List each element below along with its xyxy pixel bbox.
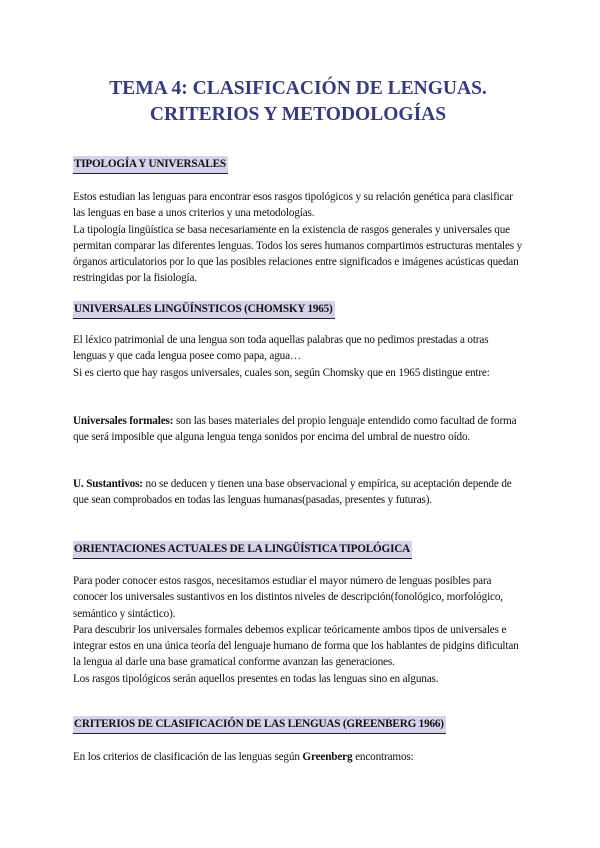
section-heading-criterios: CRITERIOS DE CLASIFICACIÓN DE LAS LENGUAS (GREENBERG 1966) xyxy=(73,716,446,734)
section-heading-tipologia: TIPOLOGÍA Y UNIVERSALES xyxy=(73,156,228,174)
paragraph-orientaciones xyxy=(73,573,523,687)
paragraph-tipologia-2: La tipología lingüística se basa necesariamente en la existencia de rasgos generales y universales que permitan comparar las diferentes lenguas. Todos los seres humanos compartimos estructuras mentales y órganos articulatorios por lo que las posibles relaciones entre significados e imágenes acústicas quedan restringidas por la fisiología. xyxy=(73,223,523,285)
label-sustantivos: U. Sustantivos: xyxy=(73,478,143,490)
paragraph-orientaciones-2: Para descubrir los universales formales debemos explicar teóricamente ambos tipos de universales e integrar estos en una única teoría del lenguaje humano de forma que los hablantes de pidgins dificultan la lengua al darle una base gramatical conforme avanzan las generaciones. xyxy=(73,623,519,669)
section-heading-orientaciones: ORIENTACIONES ACTUALES DE LA LINGÜÍSTICA TIPOLÓGICA xyxy=(73,541,412,559)
title-line-1: TEMA 4: CLASIFICACIÓN DE LENGUAS. xyxy=(109,78,487,99)
paragraph-sustantivos xyxy=(73,476,523,509)
paragraph-tipologia-1: Estos estudian las lenguas para encontrar esos rasgos tipológicos y su relación genética para clasificar las lenguas en base a unos criterios y una metodologías. xyxy=(73,191,513,220)
paragraph-criterios xyxy=(73,749,523,765)
text-universales-formales: son las bases materiales del propio lenguaje entendido como facultad de forma que será imposible que alguna lengua tenga sonidos por encima del umbral de nuestro oído. xyxy=(73,415,517,444)
paragraph-universales-1: El léxico patrimonial de una lengua son toda aquellas palabras que no pedimos prestadas a otras lenguas y que cada lengua posee como papa, agua… xyxy=(73,334,489,363)
paragraph-universales-formales xyxy=(73,413,523,446)
paragraph-universales-2: Si es cierto que hay rasgos universales, cuales son, según Chomsky que en 1965 distingue entre: xyxy=(73,366,490,379)
paragraph-orientaciones-1: Para poder conocer estos rasgos, necesitamos estudiar el mayor número de lenguas posibles para conocer los universales sustantivos en los distintos niveles de descripción(fonológico, morfológico, semántico y sintáctico). xyxy=(73,575,503,620)
paragraph-universales xyxy=(73,332,523,381)
title-line-2: CRITERIOS Y METODOLOGÍAS xyxy=(149,104,447,125)
paragraph-tipologia xyxy=(73,189,523,287)
paragraph-orientaciones-3: Los rasgos tipológicos serán aquellos presentes en todas las lenguas sino en algunas. xyxy=(73,672,439,685)
text-criterios-after: encontramos: xyxy=(352,751,414,763)
text-greenberg: Greenberg xyxy=(302,751,353,763)
text-sustantivos: no se deducen y tienen una base observacional y empírica, su aceptación depende de que sean comprobados en todas las lenguas humanas(pasadas, presentes y futuras). xyxy=(73,478,512,507)
text-criterios-before: En los criterios de clasificación de las lenguas según xyxy=(73,751,303,763)
label-universales-formales: Universales formales: xyxy=(73,415,174,427)
page-title xyxy=(73,76,523,128)
section-heading-universales: UNIVERSALES LINGÜÍNSTICOS (CHOMSKY 1965) xyxy=(73,301,335,319)
